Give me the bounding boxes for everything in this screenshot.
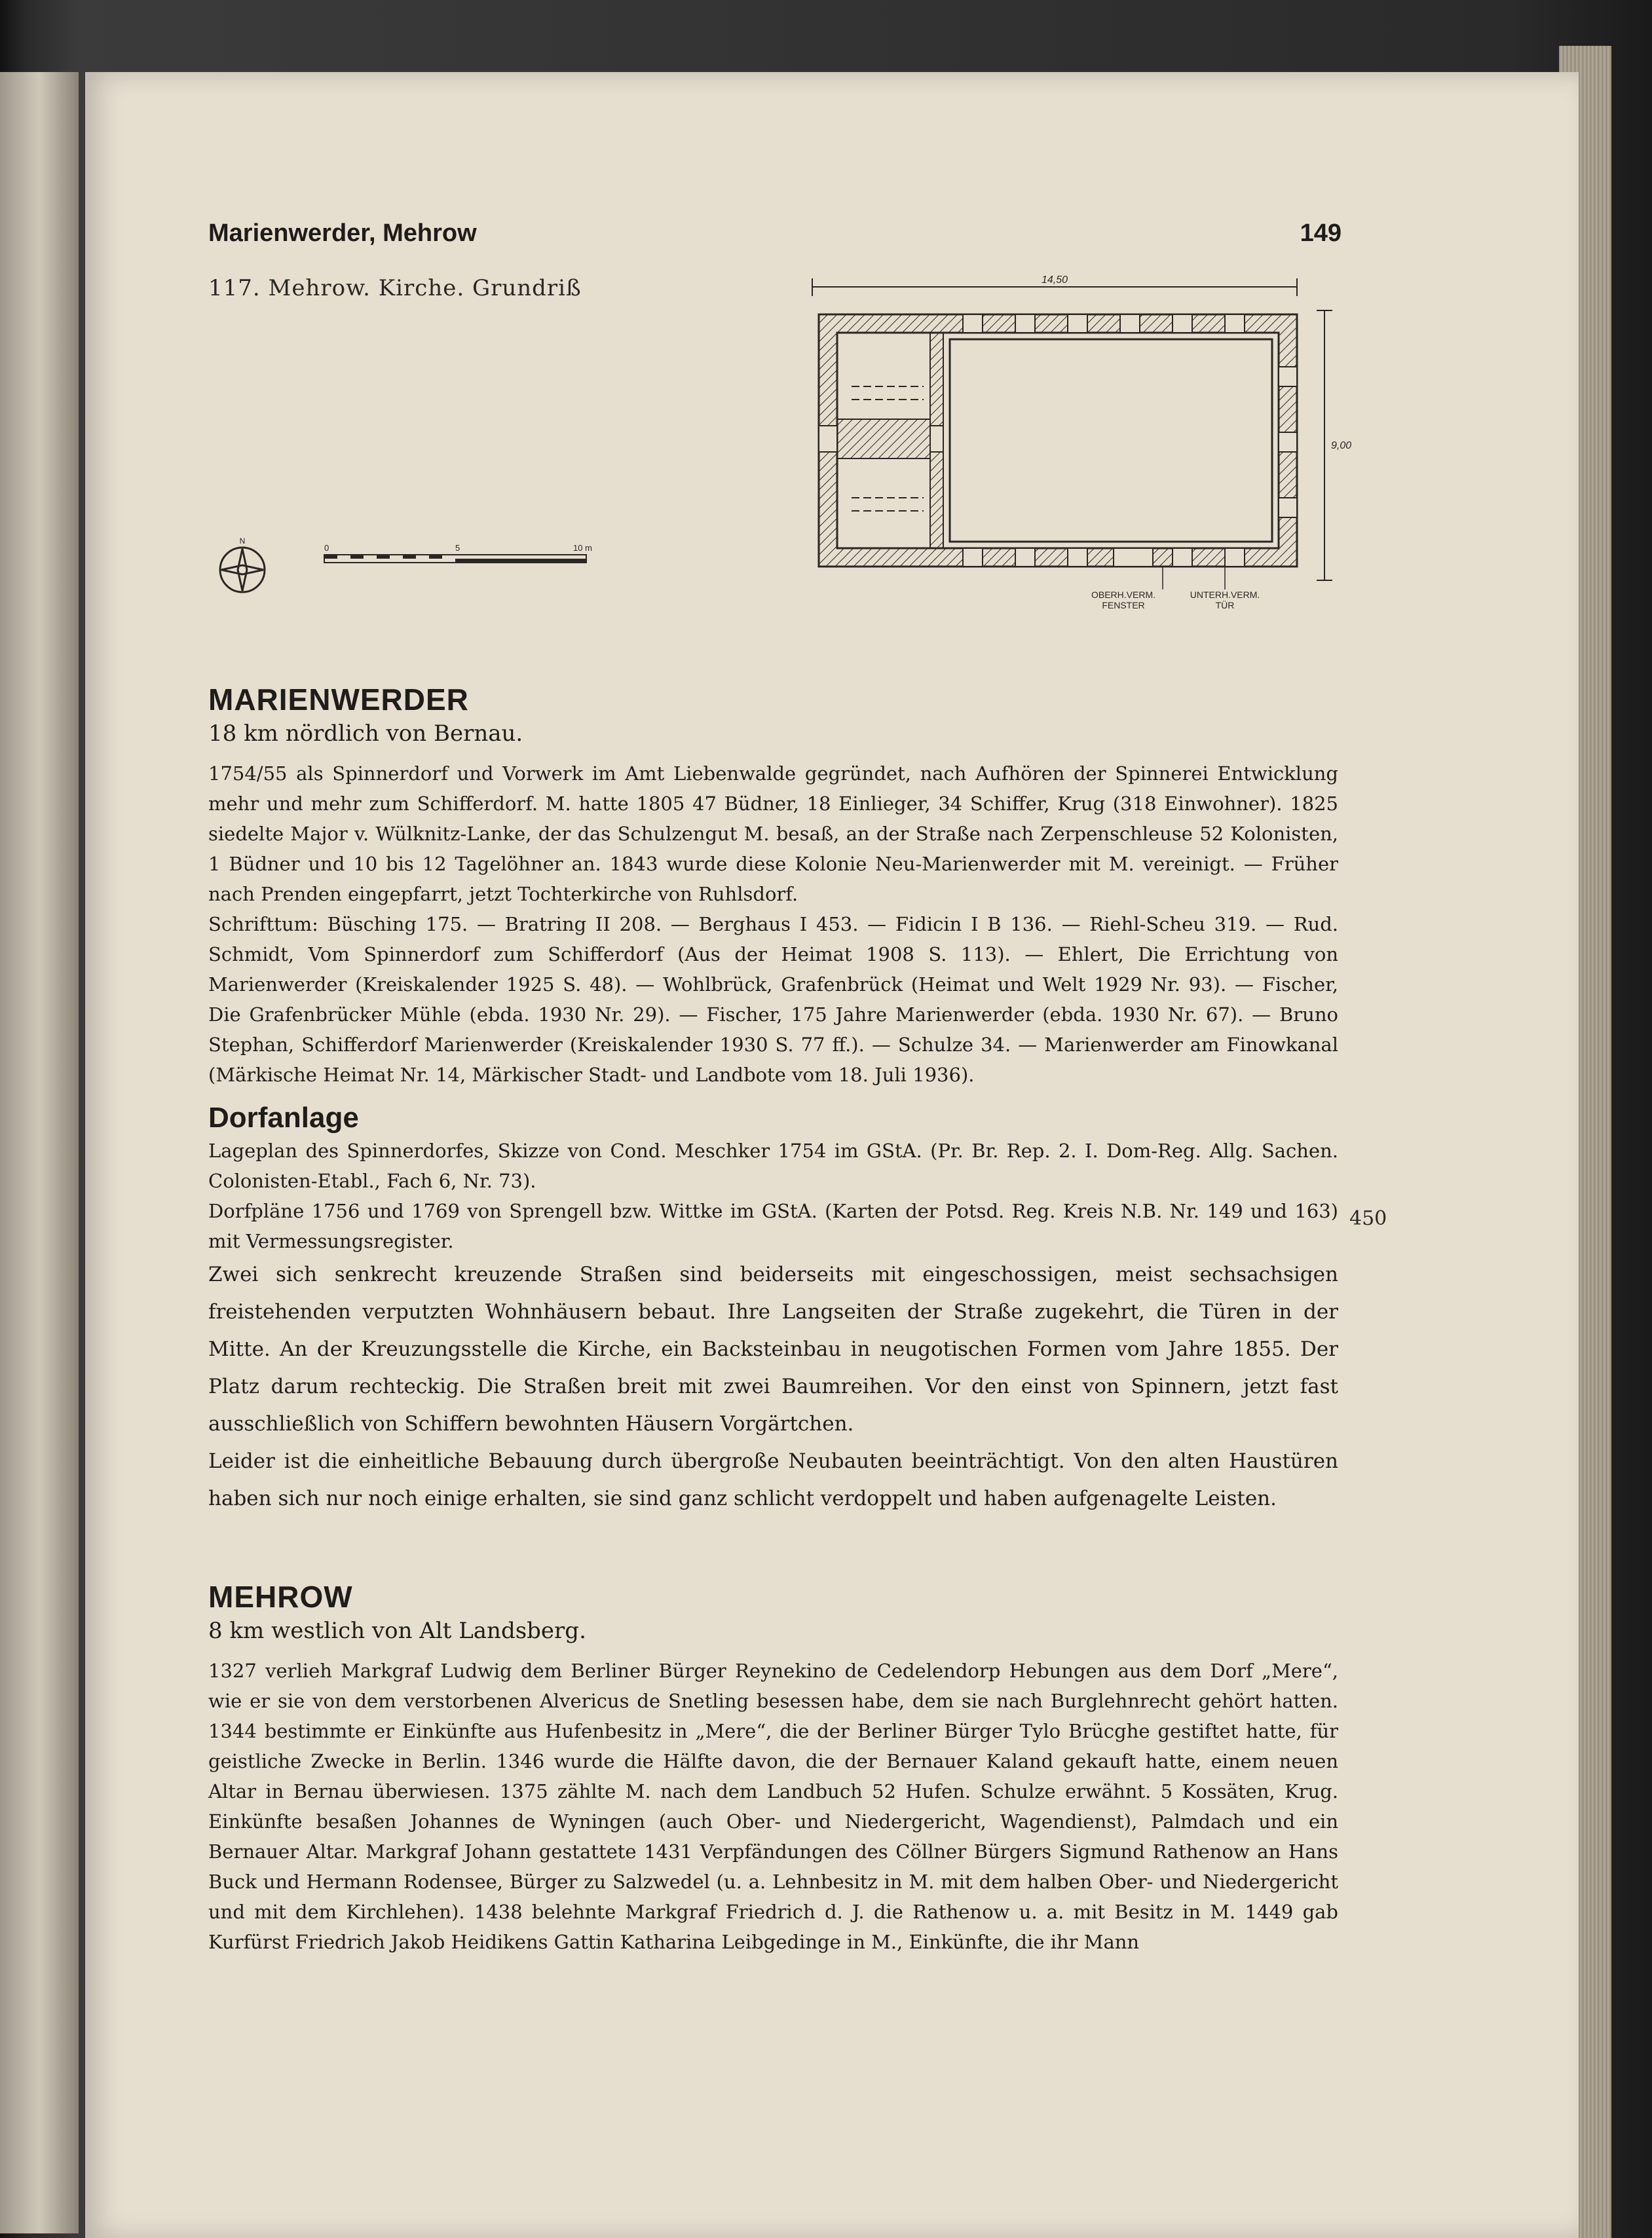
section-marienwerder [208, 681, 1338, 1090]
plan-height-dimension: 9,00 [1331, 440, 1352, 451]
section-mehrow [208, 1578, 1338, 1957]
section-location: 18 km nördlich von Bernau. [208, 720, 523, 747]
compass-rose-icon [213, 537, 272, 596]
scale-bar [321, 540, 603, 573]
plan-label-window: OBERH.VERM. FENSTER [1091, 589, 1155, 610]
source-paragraph: Dorfpläne 1756 und 1769 von Sprengell bzw. Wittke im GStA. (Karten der Potsd. Reg. Kreis N.B. Nr. 149 und 163) mit Vermessungsregister. [208, 1200, 1338, 1252]
plan-label-door: UNTERH.VERM. TÜR [1190, 589, 1260, 610]
scale-label-5: 5 [455, 543, 460, 553]
figure-caption: 117. Mehrow. Kirche. Grundriß [208, 275, 582, 301]
section-dorfanlage [208, 1100, 1338, 1518]
margin-note-number: 450 [1349, 1207, 1387, 1230]
section-paragraph: 1327 verlieh Markgraf Ludwig dem Berliner Bürger Reynekino de Cedelendorp Hebungen aus dem Dorf „Mere“, wie er sie von dem verstorbenen Alvericus de Snetling besessen habe, dem sie nach Burglehnrecht gehört hatten. 1344 bestimmte er Einkünfte aus Hufenbesitz in „Mere“, die der Berliner Bürger Tylo Brücghe gestiftet hatte, für geistliche Zwecke in Berlin. 1346 wurde die Hälfte davon, die der Bernauer Kaland gekauft hatte, einem neuen Altar in Bernau überwiesen. 1375 zählte M. nach dem Landbuch 52 Hufen. Schulze erwähnt. 5 Kossäten, Krug. Einkünfte besaßen Johannes de Wyningen (auch Ober- und Niedergericht, Wagendienst), Palmdach und ein Bernauer Altar. Markgraf Johann gestattete 1431 Verpfändungen des Cöllner Bürgers Sigmund Rathenow an Hans Buck und Hermann Rodensee, Bürger zu Salzwedel (u. a. Lehnbesitz in M. mit dem halben Ober- und Niedergericht und mit dem Kirchlehen). 1438 belehnte Markgraf Friedrich d. J. die Rathenow u. a. mit Besitz in M. 1449 gab Kurfürst Friedrich Jakob Heidikens Gattin Katharina Leibgedinge in M., Einkünfte, die ihr Mann [208, 1660, 1338, 1953]
running-header-title: Marienwerder, Mehrow [208, 219, 477, 247]
church-floor-plan [799, 269, 1376, 622]
section-title: MEHROW [208, 1580, 353, 1614]
section-location: 8 km westlich von Alt Landsberg. [208, 1618, 586, 1644]
compass-north-letter: N [239, 537, 246, 546]
subsection-title: Dorfanlage [208, 1102, 359, 1134]
bibliography-paragraph: Schrifttum: Büsching 175. — Bratring II 208. — Berghaus I 453. — Fidicin I B 136. — Riehl-Scheu 319. — Rud. Schmidt, Vom Spinnerdorf zum Schifferdorf (Aus der Heimat 1908 S. 113). — Ehlert, Die Errichtung von Marienwerder (Kreiskalender 1925 S. 48). — Wohlbrück, Grafenbrück (Heimat und Welt 1929 Nr. 93). — Fischer, Die Grafenbrücker Mühle (ebda. 1930 Nr. 29). — Fischer, 175 Jahre Marienwerder (ebda. 1930 Nr. 67). — Bruno Stephan, Schifferdorf Marienwerder (Kreiskalender 1930 S. 77 ff.). — Schulze 34. — Marienwerder am Finowkanal (Märkische Heimat Nr. 14, Märkischer Stadt- und Landbote vom 18. Juli 1936). [208, 913, 1338, 1086]
description-paragraph: Leider ist die einheitliche Bebauung durch übergroße Neubauten beeinträchtigt. Von den alten Haustüren haben sich nur noch einige erhalten, sie sind ganz schlicht verdoppelt und haben aufgenagelte Leisten. [208, 1449, 1338, 1510]
section-title: MARIENWERDER [208, 682, 469, 717]
plan-width-dimension: 14,50 [1041, 274, 1068, 286]
scale-label-0: 0 [324, 543, 329, 553]
running-header [208, 219, 1342, 259]
section-paragraph: 1754/55 als Spinnerdorf und Vorwerk im Amt Liebenwalde gegründet, nach Aufhören der Spinnerei Entwicklung mehr und mehr zum Schifferdorf. M. hatte 1805 47 Büdner, 18 Einlieger, 34 Schiffer, Krug (318 Einwohner). 1825 siedelte Major v. Wülknitz-Lanke, der das Schulzengut M. besaß, an der Straße nach Zerpenschleuse 52 Kolonisten, 1 Büdner und 10 bis 12 Tagelöhner an. 1843 wurde diese Kolonie Neu-Marienwerder mit M. vereinigt. — Früher nach Prenden eingepfarrt, jetzt Tochterkirche von Ruhlsdorf. [208, 762, 1338, 905]
previous-page-edge [0, 72, 79, 2233]
source-paragraph: Lageplan des Spinnerdorfes, Skizze von Cond. Meschker 1754 im GStA. (Pr. Br. Rep. 2. I. Dom-Reg. Allg. Sachen. Colonisten-Etabl., Fach 6, Nr. 73). [208, 1140, 1338, 1192]
scale-label-10: 10 m [573, 543, 592, 553]
description-paragraph: Zwei sich senkrecht kreuzende Straßen sind beiderseits mit eingeschossigen, meist sechsachsigen freistehenden verputzten Wohnhäusern bebaut. Ihre Langseiten der Straße zugekehrt, die Türen in der Mitte. An der Kreuzungsstelle die Kirche, ein Backsteinbau in neugotischen Formen vom Jahre 1855. Der Platz darum rechteckig. Die Straßen breit mit zwei Baumreihen. Vor den einst von Spinnern, jetzt fast ausschließlich von Schiffern bewohnten Häusern Vorgärtchen. [208, 1263, 1338, 1436]
page-number: 149 [1300, 219, 1342, 247]
